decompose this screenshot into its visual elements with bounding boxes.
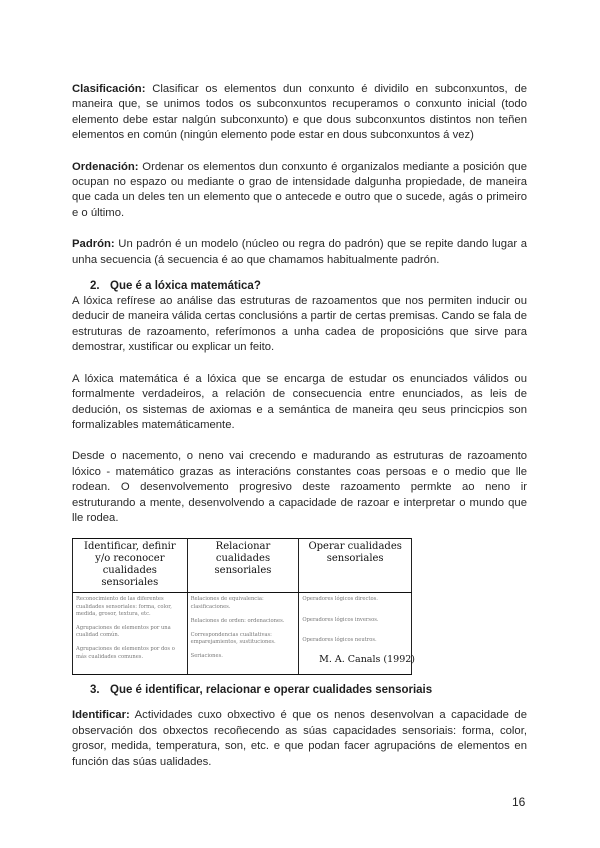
page-content bbox=[72, 82, 527, 770]
page-number: 16 bbox=[512, 795, 526, 809]
section-2-paragraph-1: A lóxica refírese ao análise das estruturas de razoamentos que nos permiten inducir ou deducir de maneira válida certas conclusións a partir de certas premisas. Cando se fala de estruturas de razoamento, referímonos a unha cadea de proposicións que sirve para demostrar, xustificar ou explicar un feito. bbox=[72, 295, 527, 354]
table-cell: Agrupaciones de elementos por dos o más cualidades comunes. bbox=[76, 646, 175, 660]
section-2-paragraph-2: A lóxica matemática é a lóxica que se encarga de estudar os enunciados válidos ou formalmente verdadeiros, a relación de consecuencia entre enunciados, as leis de dedución, os sistemas de axiomas e a semántica de maneira qeu seus princicpios son formalizables matemáticamente. bbox=[72, 372, 527, 431]
definition-identificar bbox=[72, 708, 527, 770]
section-2-title: Que é a lóxica matemática? bbox=[110, 280, 261, 293]
table-column-identificar bbox=[73, 593, 188, 674]
table-cell: Operadores lógicos directos. bbox=[302, 596, 378, 603]
term-padron: Padrón: bbox=[72, 238, 115, 251]
term-identificar: Identificar: bbox=[72, 709, 130, 722]
table-header-identificar: Identificar, definir y/o reconocer cualidades sensoriales bbox=[73, 539, 188, 593]
table-header-relacionar: Relacionar cualidades sensoriales bbox=[187, 539, 299, 593]
text-padron: Un padrón é un modelo (núcleo ou regra do padrón) que se repite dando lugar a unha secuencia (á secuencia é ao que chamamos habitualmente padrón. bbox=[72, 238, 527, 266]
definition-padron bbox=[72, 237, 527, 268]
text-identificar: Actividades cuxo obxectivo é que os nenos desenvolvan a capacidade de observación dos obxectos recoñecendo as súas capacidades sensoriais: forma, color, grosor, medida, temperatura, son, etc. e que podan facer agrupacións de elementos en función das súas ualidades. bbox=[72, 709, 528, 768]
term-clasificacion: Clasificación: bbox=[72, 83, 146, 95]
text-ordenacion: Ordenar os elementos dun conxunto é organizalos mediante a posición que ocupan no espazo ou mediante o grao de intensidade dalgunha propiedade, de maneira que cada un deles ten un elemento que o antecede e outro que o sucede, agás o primeiro e o último. bbox=[72, 160, 527, 219]
section-3-title: Que é identificar, relacionar e operar cualidades sensoriais bbox=[110, 684, 433, 697]
term-ordenacion: Ordenación: bbox=[72, 160, 139, 173]
table-cell: Correspondencias cualitativas: emparejamientos, sustituciones. bbox=[190, 631, 276, 646]
table-header-operar: Operar cualidades sensoriales bbox=[299, 539, 412, 593]
table-cell: Relaciones de equivalencia: clasificaciones. bbox=[190, 596, 264, 610]
text-clasificacion: Clasificar os elementos dun conxunto é dividilo en subconxuntos, de maneira que, se unimos todos os subconxuntos recuperamos o conxunto inicial (todo elemento debe estar nalgún subconxunto) e que dous subconxuntos distintos non teñen elementos en común (ningún elemento pode estar en dous subconxuntos á vez) bbox=[72, 83, 528, 142]
table-column-relacionar bbox=[187, 593, 299, 674]
table-cell: Seriaciones. bbox=[190, 653, 223, 660]
definition-clasificacion bbox=[72, 82, 527, 144]
table-cell: Relaciones de orden: ordenaciones. bbox=[190, 617, 285, 624]
section-2-heading bbox=[72, 278, 527, 294]
table-credit: M. A. Canals (1992) bbox=[319, 654, 415, 666]
table-cell: Operadores lógicos neutros. bbox=[302, 636, 377, 643]
section-2-number: 2. bbox=[90, 280, 100, 293]
canals-table-figure bbox=[72, 538, 527, 668]
definition-ordenacion bbox=[72, 160, 527, 222]
section-2-paragraph-3: Desde o nacemento, o neno vai crecendo e madurando as estruturas de razoamento lóxico - matemático grazas as interacións constantes coas persoas e o medio que lle rodean. O desenvolvemento progresivo deste razoamento permkte ao neno ir estruturando a mente, desenvolvendo a capacidade de razoar e interpretar o mundo que lle rodea. bbox=[72, 450, 527, 524]
table-cell: Operadores lógicos inversos. bbox=[302, 616, 379, 623]
table-cell: Reconocimiento de las diferentes cualidades sensoriales: forma, color, medida, grosor, textura, etc. bbox=[76, 596, 172, 617]
table-cell: Agrupaciones de elementos por una cualidad común. bbox=[76, 624, 171, 639]
section-3-number: 3. bbox=[90, 684, 100, 697]
section-3-heading bbox=[72, 682, 527, 698]
